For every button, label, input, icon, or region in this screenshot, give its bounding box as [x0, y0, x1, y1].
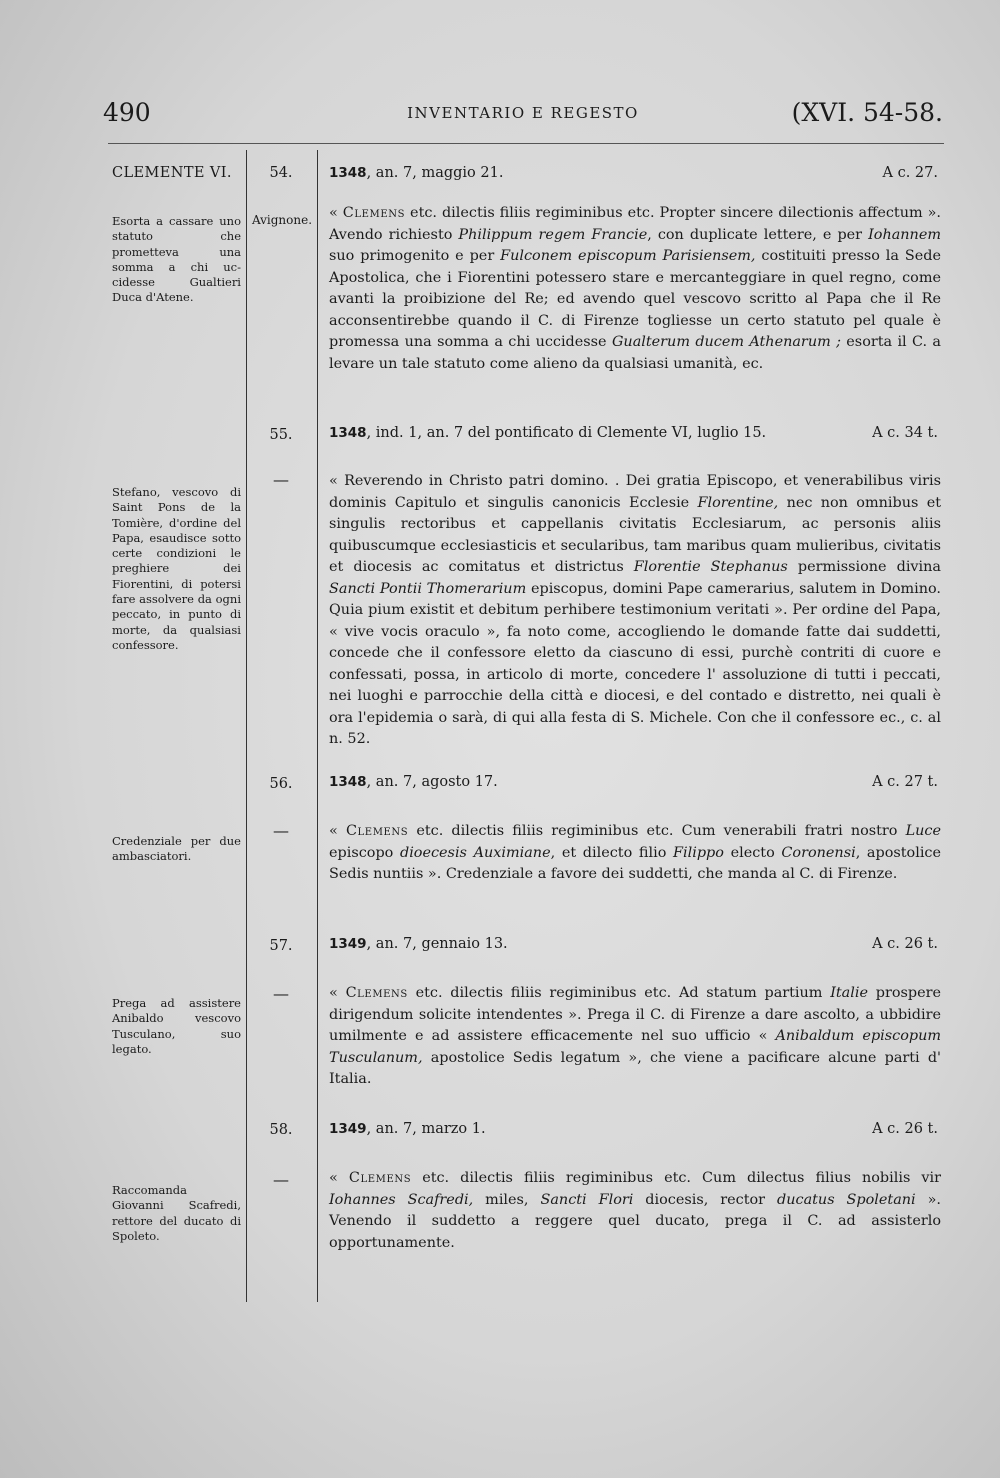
- entry-summary: Esorta a cassare uno statuto che prometteva una somma a chi uc-cidesse Gualtieri Duca d'Atene.: [112, 214, 241, 305]
- entry-text: « Clemens etc. dilectis filiis regiminibus etc. Propter sincere dilectionis affectum ». Avendo richiesto Philippum regem Francie, con duplicate lettere, e per Iohannem suo primogenito e per Fulconem episcopum Parisiensem, costituiti presso la Sede Apostolica, che i Fiorentini potessero stare e mercanteggiare in quel regno, come avanti la proibizione del Re; ed avendo quel vescovo scritto al Papa che il Re acconsentirebbe quando il C. di Firenze togliesse un certo statuto pel quale è promessa una somma a chi uccidesse Gualterum ducem Athenarum ; esorta il C. a levare un tale statuto come alieno da qualsiasi umanità, ec.: [329, 205, 942, 372]
- running-title: INVENTARIO E REGESTO: [407, 104, 639, 122]
- entry-summary: Raccomanda Giovanni Scafredi, rettore del ducato di Spoleto.: [112, 1183, 241, 1243]
- page-number: 490: [103, 98, 151, 127]
- entry-text: « Clemens etc. dilectis filiis regiminibus etc. Cum venerabili fratri nostro Luce episcopo dioecesis Auximiane, et dilecto filio Filippo electo Coronensi, apostolice Sedis nuntiis ». Credenziale a favore dei suddetti, che manda al C. di Firenze.: [329, 823, 941, 882]
- entry-year: 1348: [329, 774, 367, 790]
- section-reference: (XVI. 54-58.: [791, 98, 943, 127]
- entry-place: —: [273, 821, 289, 840]
- entry-year: 1349: [329, 936, 367, 952]
- archive-reference: A c. 26 t.: [872, 1121, 938, 1137]
- entry-number: 58.: [269, 1122, 293, 1138]
- page-header: [103, 98, 943, 134]
- pope-column-header: CLEMENTE VI.: [112, 165, 232, 181]
- entry-place: —: [273, 984, 289, 1003]
- entry-year: 1348: [329, 165, 367, 181]
- entry-place: —: [273, 470, 289, 489]
- entry-date: [329, 1121, 486, 1137]
- entry-year: 1349: [329, 1121, 367, 1137]
- entry-text: « Clemens etc. dilectis filiis regiminibus etc. Cum dilectus filius nobilis vir Iohannes Scafredi, miles, Sancti Flori diocesis, rector ducatus Spoletani ». Venendo il suddetto a reggere quel ducato, prega il C. ad assisterlo opportunamente.: [329, 1170, 941, 1251]
- entry-text: « Reverendo in Christo patri domino. . Dei gratia Episcopo, et venerabilibus viris dominis Capitulo et singulis canonicis Ecclesie Florentine, nec non omnibus et singulis rectoribus et cappellanis civitatis Ecclesiarum, ac personis aliis quibuscumque ecclesiasticis et secularibus, tam maribus quam mulieribus, civitatis et diocesis ac comitatus et districtus Florentie Stephanus permissione divina Sancti Pontii Thomerarium episcopus, domini Pape camerarius, salutem in Domino. Quia pium existit et debitum perhibere testimonium veritati ». Per ordine del Papa, « vive vocis oraculo », fa noto come, accogliendo le domande fatte dai suddetti, concede che il confessore eletto da ciascuno di essi, purchè contriti di cuore e confessati, possa, in articolo di morte, concedere l' assoluzione di tutti i peccati, nei luoghi e parrocchie della città e diocesi, e del contado e distretto, nei quali è ora l'epidemia o sarà, di qui alla festa di S. Michele. Con che il confessore ec., c. al n. 52.: [329, 473, 942, 747]
- archive-reference: A c. 26 t.: [872, 936, 938, 952]
- entry-summary: Stefano, vescovo di Saint Pons de la Tomière, d'ordine del Papa, esaudisce sotto certe condizioni le preghiere dei Fiorentini, di potersi fare assolvere da ogni peccato, in punto di morte, da qualsiasi confessore.: [112, 485, 241, 652]
- entry-summary: Prega ad assistere Anibaldo vescovo Tusculano, suo legato.: [112, 996, 241, 1056]
- entry-year: 1348: [329, 425, 367, 441]
- entry-place: Avignone.: [251, 213, 313, 227]
- archive-reference: A c. 34 t.: [872, 425, 938, 441]
- entry-date: [329, 936, 508, 952]
- column-divider-right: [317, 150, 318, 1302]
- entry-number: 56.: [269, 776, 293, 792]
- entry-text: « Clemens etc. dilectis filiis regiminibus etc. Ad statum partium Italie prospere dirigendum solicite intendentes ». Prega il C. di Firenze a dare ascolto, a ubbidire umilmente e ad assistere efficacemente nel suo ufficio « Anibaldum episcopum Tusculanum, apostolice Sedis legatum », che viene a pacificare alcune parti d' Italia.: [329, 985, 941, 1087]
- entry-date: [329, 425, 766, 441]
- entry-date: [329, 165, 503, 181]
- entry-number: 54.: [269, 165, 293, 181]
- entry-date-rest: , an. 7, agosto 17.: [366, 774, 498, 790]
- entry-date-rest: , ind. 1, an. 7 del pontificato di Clemente VI, luglio 15.: [366, 425, 767, 441]
- entry-number: 57.: [269, 938, 293, 954]
- entry-place: —: [273, 1170, 289, 1189]
- entry-date-rest: , an. 7, gennaio 13.: [366, 936, 508, 952]
- entry-summary: Credenziale per due ambasciatori.: [112, 834, 241, 864]
- entry-date-rest: , an. 7, maggio 21.: [366, 165, 504, 181]
- entry-date-rest: , an. 7, marzo 1.: [366, 1121, 486, 1137]
- entry-date: [329, 774, 498, 790]
- header-rule: [108, 143, 944, 144]
- column-divider-left: [246, 150, 247, 1302]
- entry-number: 55.: [269, 427, 293, 443]
- archive-reference: A c. 27.: [882, 165, 938, 181]
- archive-reference: A c. 27 t.: [872, 774, 938, 790]
